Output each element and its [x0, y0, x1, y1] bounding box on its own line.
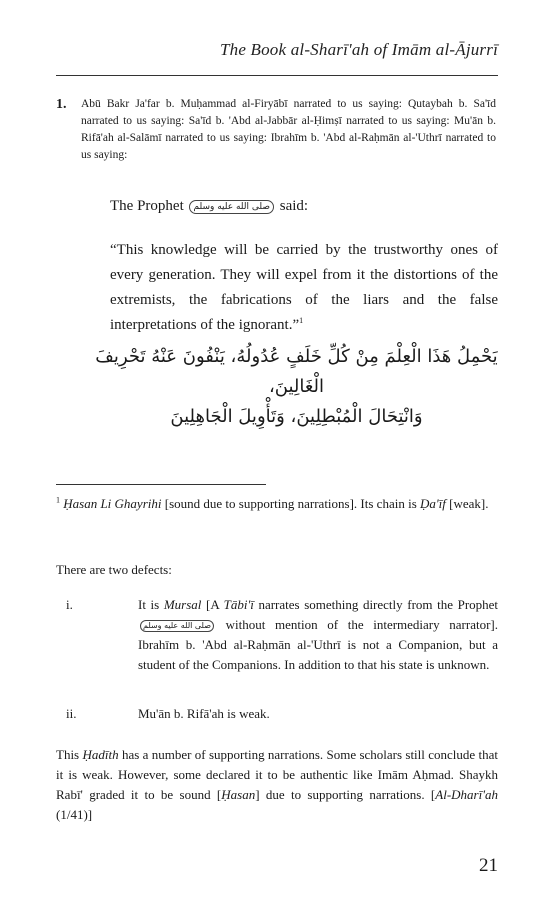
defect-text-1 — [138, 595, 498, 675]
defect-1-part2: [A — [206, 597, 219, 612]
hasan-term: Ḥasan — [221, 787, 256, 802]
prophet-line — [110, 198, 308, 215]
tabii-term: Tābi'ī — [223, 597, 254, 612]
prophet-label: The Prophet — [110, 198, 184, 214]
salutation-glyph-small: صلى الله عليه وسلم — [140, 620, 214, 632]
grade-term: Ḥasan Li Ghayrihi — [63, 496, 162, 511]
defect-numeral-2: ii. — [66, 706, 77, 721]
footnote — [56, 494, 498, 513]
defect-item-1 — [56, 595, 498, 675]
mursal-term: Mursal — [163, 597, 202, 612]
chain-text: Abū Bakr Ja'far b. Muḥammad al-Firyābī narrated to us saying: Qutaybah b. Sa'īd narrated to us saying: Sa'īd b. 'Abd al-Jabbār al-Ḥimṣī narrated to us saying: Mu'ān b. Rifā'ah al-Salāmī narrated to us saying: Ibrahīm b. 'Abd al-Raḥmān al-'Uthrī narrated to us saying: — [81, 98, 496, 161]
weak-term: Ḍa'īf — [420, 496, 446, 511]
closing-part1: This — [56, 747, 80, 762]
arabic-line-2: وَانْتِحَالَ الْمُبْطِلِينَ، وَتَأْوِيلَ الْجَاهِلِينَ — [170, 406, 423, 427]
footnote-text-end: [weak]. — [449, 496, 489, 511]
footnote-text-mid: [sound due to supporting narrations]. Its chain is — [164, 496, 417, 511]
defect-item-2 — [56, 704, 498, 724]
header-rule — [56, 75, 498, 76]
defects-intro: There are two defects: — [56, 562, 172, 577]
arabic-text — [95, 342, 498, 432]
defect-numeral-1: i. — [66, 597, 73, 612]
footnote-rule — [56, 484, 266, 485]
closing-part4: (1/41)] — [56, 807, 93, 822]
defect-text-2: Mu'ān b. Rifā'ah is weak. — [138, 706, 270, 721]
footnote-number: 1 — [56, 495, 60, 505]
page-number: 21 — [479, 855, 498, 876]
quote-text: “This knowledge will be carried by the trustworthy ones of every generation. They will expel from it the distortions of the extremists, the fabrications of the liars and the false interpretations of the ignorant.” — [110, 242, 498, 333]
hadith-term: Ḥadīth — [82, 747, 119, 762]
running-head: The Book al-Sharī'ah of Imām al-Ājurrī — [219, 40, 498, 59]
defect-1-part4: without mention of the intermediary narrator]. Ibrahīm b. 'Abd al-Raḥmān al-'Uthrī is not a Companion, but a student of the Companions. In addition to that his state is unknown. — [138, 617, 498, 672]
said-label: said: — [279, 198, 309, 214]
narration-chain — [56, 96, 496, 164]
salutation-glyph: صلى الله عليه وسلم — [189, 200, 274, 214]
hadith-quote — [110, 238, 498, 338]
footnote-ref-mark: 1 — [299, 316, 304, 325]
arabic-line-1: يَحْمِلُ هَذَا الْعِلْمَ مِنْ كُلِّ خَلَفٍ عُدُولُهُ، يَنْفُونَ عَنْهُ تَحْرِيفَ الْغَالِينَ، — [95, 346, 498, 397]
defect-1-part3: narrates something directly from the Prophet — [258, 597, 499, 612]
defect-1-part1: It is — [138, 597, 160, 612]
source-title: Al-Dharī'ah — [435, 787, 498, 802]
closing-part2: has a number of supporting narrations. Some scholars still conclude that it is weak. However, some declared it to be authentic like Imām Aḥmad. Shaykh Rabī' graded it to be sound [ — [56, 747, 498, 802]
closing-paragraph — [56, 745, 498, 825]
closing-part3: ] due to supporting narrations. [ — [255, 787, 436, 802]
narration-number: 1. — [56, 97, 67, 112]
